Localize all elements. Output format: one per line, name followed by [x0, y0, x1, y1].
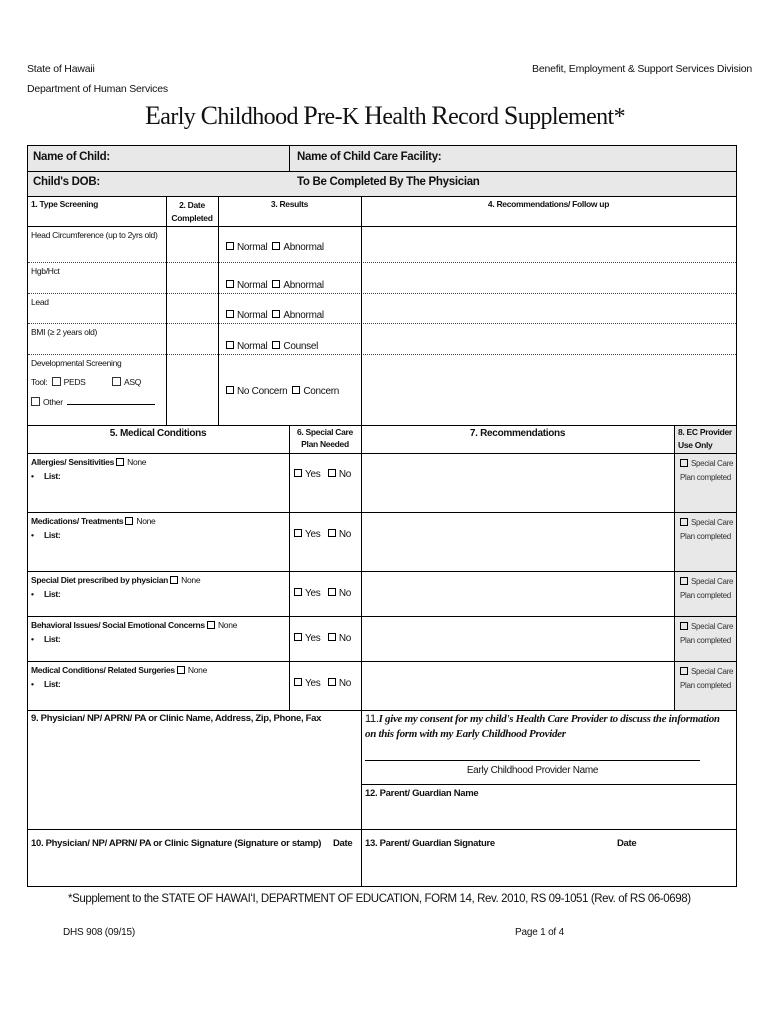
- result-options: Normal Counsel: [226, 341, 318, 352]
- yes-no-options: Yes No: [294, 633, 351, 644]
- yes-checkbox[interactable]: [294, 529, 302, 537]
- ec-provider-name-label: Early Childhood Provider Name: [466, 765, 599, 776]
- none-checkbox[interactable]: [116, 458, 124, 466]
- condition-label: Medications/ Treatments None: [31, 516, 156, 526]
- form-id: DHS 908 (09/15): [63, 927, 136, 938]
- yes-checkbox[interactable]: [294, 633, 302, 641]
- condition-label: Special Diet prescribed by physician None: [31, 575, 201, 585]
- consent-statement: 11.I give my consent for my child's Health Care Provider to discuss the information on this form with my Early Childhood Provider: [365, 713, 720, 740]
- condition-label: Behavioral Issues/ Social Emotional Concerns None: [31, 620, 238, 630]
- division-name: Benefit, Employment & Support Services Division: [532, 63, 752, 75]
- medical-row: [31, 575, 200, 599]
- special-care-checkbox[interactable]: [680, 518, 688, 526]
- page-title: [0, 101, 770, 131]
- tool-label: Tool: PEDS: [31, 377, 86, 387]
- abnormal-checkbox[interactable]: [272, 242, 280, 250]
- none-checkbox[interactable]: [170, 576, 178, 584]
- screening-type: Lead: [31, 297, 49, 307]
- screening-type: BMI (≥ 2 years old): [31, 327, 98, 337]
- special-care-checkbox[interactable]: [680, 459, 688, 467]
- yes-checkbox[interactable]: [294, 469, 302, 477]
- normal-checkbox[interactable]: [226, 310, 234, 318]
- results-header: 3. Results: [270, 199, 309, 209]
- parent-name-label: 12. Parent/ Guardian Name: [365, 788, 479, 799]
- screening-type: Hgb/Hct: [31, 266, 60, 276]
- other-option: Other: [31, 396, 155, 407]
- title-part: Pre-K: [303, 101, 365, 130]
- parent-signature-label: 13. Parent/ Guardian Signature: [365, 838, 495, 849]
- physician-date-label: Date: [333, 838, 353, 849]
- peds-checkbox[interactable]: [52, 377, 61, 386]
- asq-checkbox[interactable]: [112, 377, 121, 386]
- facility-label: Name of Child Care Facility:: [297, 151, 442, 163]
- date-completed-header: 2. Date Completed: [171, 200, 213, 223]
- condition-label: Medical Conditions/ Related Surgeries None: [31, 665, 208, 675]
- page-number: Page 1 of 4: [515, 927, 564, 938]
- normal-checkbox[interactable]: [226, 280, 234, 288]
- normal-checkbox[interactable]: [226, 341, 234, 349]
- special-care-plan-header: 6. Special Care Plan Needed: [297, 427, 353, 449]
- yes-checkbox[interactable]: [294, 678, 302, 686]
- special-care-checkbox[interactable]: [680, 577, 688, 585]
- no-checkbox[interactable]: [328, 633, 336, 641]
- physician-note: To Be Completed By The Physician: [297, 176, 480, 188]
- result-options: Normal Abnormal: [226, 280, 324, 291]
- result-options: Normal Abnormal: [226, 242, 324, 253]
- normal-checkbox[interactable]: [226, 242, 234, 250]
- none-checkbox[interactable]: [125, 517, 133, 525]
- list-label: • List:: [31, 471, 61, 481]
- none-checkbox[interactable]: [207, 621, 215, 629]
- abnormal-checkbox[interactable]: [272, 310, 280, 318]
- yes-checkbox[interactable]: [294, 588, 302, 596]
- title-part: Supplement*: [503, 101, 626, 130]
- medical-row: [31, 665, 207, 689]
- yes-no-options: Yes No: [294, 678, 351, 689]
- no-checkbox[interactable]: [328, 678, 336, 686]
- yes-no-options: Yes No: [294, 469, 351, 480]
- special-care-checkbox[interactable]: [680, 667, 688, 675]
- ec-provider-check: Special Care Plan completed: [680, 622, 734, 645]
- no-concern-checkbox[interactable]: [226, 386, 234, 394]
- special-care-checkbox[interactable]: [680, 622, 688, 630]
- dob-label: Child's DOB:: [33, 176, 100, 188]
- recommendations7-header: 7. Recommendations: [469, 428, 566, 439]
- name-of-child-label: Name of Child:: [33, 151, 110, 163]
- other-checkbox[interactable]: [31, 397, 40, 406]
- ec-provider-header: 8. EC Provider Use Only: [678, 427, 732, 450]
- physician-info-label: 9. Physician/ NP/ APRN/ PA or Clinic Name, Address, Zip, Phone, Fax: [31, 713, 322, 724]
- title-part: Health: [364, 101, 432, 130]
- result-options: No Concern Concern: [226, 386, 339, 397]
- medical-conditions-header: 5. Medical Conditions: [109, 428, 207, 439]
- supplement-note: *Supplement to the STATE OF HAWAIʻI, DEPARTMENT OF EDUCATION, FORM 14, Rev. 2010, RS 09-1051 (Rev. of RS 06-0698): [68, 893, 691, 905]
- other-input-line[interactable]: [67, 396, 155, 405]
- ec-provider-check: Special Care Plan completed: [680, 667, 734, 690]
- list-label: • List:: [31, 530, 61, 540]
- medical-row: [31, 516, 155, 540]
- ec-provider-signature-line[interactable]: [365, 760, 700, 761]
- physician-signature-label: 10. Physician/ NP/ APRN/ PA or Clinic Signature (Signature or stamp): [31, 838, 322, 849]
- state-name: State of Hawaii: [27, 63, 95, 75]
- title-part: Record: [431, 101, 504, 130]
- ec-provider-check: Special Care Plan completed: [680, 577, 734, 600]
- condition-label: Allergies/ Sensitivities None: [31, 457, 147, 467]
- no-checkbox[interactable]: [328, 469, 336, 477]
- list-label: • List:: [31, 634, 61, 644]
- list-label: • List:: [31, 679, 61, 689]
- type-screening-header: 1. Type Screening: [31, 199, 99, 209]
- screening-type: Head Circumference (up to 2yrs old): [31, 230, 158, 240]
- title-part: Early: [144, 101, 201, 130]
- parent-date-label: Date: [617, 838, 637, 849]
- no-checkbox[interactable]: [328, 529, 336, 537]
- ec-provider-check: Special Care Plan completed: [680, 518, 734, 541]
- recommendations-header: 4. Recommendations/ Follow up: [487, 199, 610, 209]
- concern-checkbox[interactable]: [292, 386, 300, 394]
- screening-type: Developmental Screening: [31, 358, 122, 368]
- title-part: Childhood: [200, 101, 304, 130]
- yes-no-options: Yes No: [294, 529, 351, 540]
- asq-option: ASQ: [112, 377, 141, 387]
- list-label: • List:: [31, 589, 61, 599]
- yes-no-options: Yes No: [294, 588, 351, 599]
- medical-row: [31, 457, 146, 481]
- counsel-checkbox[interactable]: [272, 341, 280, 349]
- department-name: Department of Human Services: [27, 83, 168, 95]
- none-checkbox[interactable]: [177, 666, 185, 674]
- medical-row: [31, 620, 237, 644]
- ec-provider-check: Special Care Plan completed: [680, 459, 734, 482]
- abnormal-checkbox[interactable]: [272, 280, 280, 288]
- result-options: Normal Abnormal: [226, 310, 324, 321]
- no-checkbox[interactable]: [328, 588, 336, 596]
